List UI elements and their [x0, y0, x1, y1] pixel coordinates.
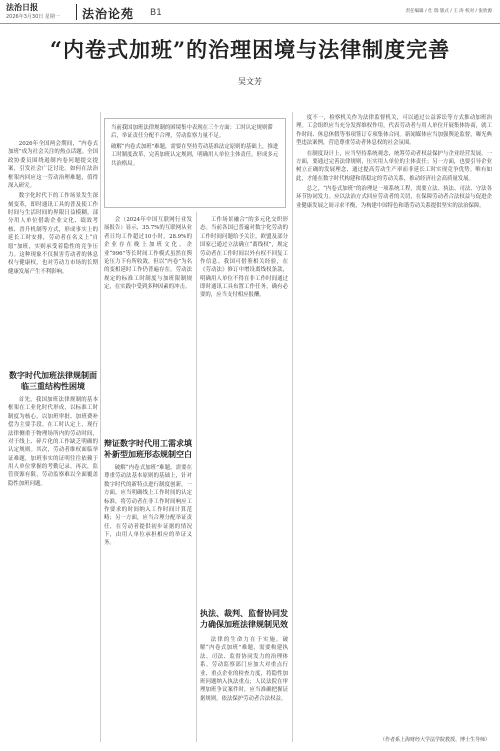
column-3-lower: [200, 636, 288, 705]
body-paragraph: 会（2024年中国互联网行业发展报告）显示，35.7%的互联网从业者日均工作超过10小时，28.9%的企业存在晚上加班文化。企业“996”等长时间工作模式虽然在舆论压力下有所收敛，但以“内卷”为名的变相延时工作仍普遍存在。劳动法规定的标准工时制度与加班限制规定，在实践中受到多种因素的冲击。: [104, 217, 192, 290]
section-title: 法治论苑: [82, 7, 135, 21]
author-bio: （作者系上海财经大学法学院教授、博士生导师）: [379, 737, 490, 743]
summary-box: [104, 118, 286, 208]
body-paragraph: 首先，我国加班法律规制的基本框架在工业化时代形成，以标准工时制度为核心，以加班审批、加班费补偿为主要手段。在工时认定上，现行法律侧重于物理场所内的劳动时间，对于线上、碎片化的工作缺乏明确的认定规则。其次，劳动者维权面临举证难题，加班事实的证明往往依赖于用人单位掌握的考勤记录。再次，监管资源有限，劳动监察难以全面覆盖隐性加班问题。: [8, 397, 98, 487]
section-heading-2: 辩证数字时代用工需求填补新型加班形态规制空白: [104, 438, 192, 459]
section-heading-1: 数字时代加班法律规制面临三重结构性困境: [9, 370, 97, 391]
summary-line: 当前我国加班法律规制的困境集中表现在三个方面：工时认定规则滞后，举证责任分配不合理，劳动监察力量不足。: [111, 125, 273, 140]
body-paragraph: 度不一，检察机关作为法律监督机关，可以通过公益诉讼等方式推动加班治理。工会组织应当充分发挥维权作用，代表劳动者与用人单位开展集体协商，就工作时间、休息休假等事项签订专项集体合同。新闻媒体应当加强舆论监督，曝光典型违法案例，营造尊重劳动者休息权的社会氛围。: [296, 115, 492, 147]
body-paragraph: 法律的生命力在于实施。破解“内卷式加班”难题，需要构建执法、司法、监督协同发力的治理体系。劳动监察部门应加大对重点行业、重点企业的检查力度，将隐性加班问题纳入执法重点；人民法院在审理加班争议案件时，应当准确把握证据规则，依法保护劳动者合法权益。: [200, 637, 288, 702]
editor-credits: 责任编辑 / 仕 瑞 版式 / 王 涛 校对 / 张欣源: [405, 9, 492, 14]
masthead-rule: [0, 0, 500, 24]
column-divider: [196, 212, 197, 742]
column-2: [104, 216, 192, 293]
newspaper-logo: 法治日报: [6, 2, 38, 12]
summary-line: 破解“内卷式加班”难题，需要在坚持劳动基准法定原则的基础上，推进工时制度改革，完善加班认定规则，明确用人单位主体责任，形成多元共治格局。: [111, 143, 279, 167]
lead-paragraph: 2026年全国两会期间，“内卷式加班”成为社会关注的热点话题。全国政协委员围绕遏制内卷问题提交提案，引发社会广泛讨论。如何在法治框架内回应这一劳动治理难题，值得深入研究。: [8, 141, 98, 189]
column-4: [296, 114, 492, 212]
column-divider: [292, 112, 293, 742]
body-paragraph: 破解“内卷式加班”难题，需要在尊重劳动法基本原则的基础上，针对数字时代的新特点进行制度创新。一方面，应当明确线上工作时间的认定标准，将劳动者在非工作时间响应工作要求的时间纳入工作时间计算范畴；另一方面，应当合理分配举证责任，在劳动者提供初步证据的情况下，由用人单位承担相应的举证义务。: [104, 465, 192, 547]
column-1: [8, 140, 98, 278]
body-paragraph: 总之，“内卷式加班”的治理是一项系统工程，需要立法、执法、司法、守法各环节协同发力。应以法治方式回应劳动者的关切，在保障劳动者合法权益与促进企业健康发展之间寻求平衡，为构建中国特色和谐劳动关系提供坚实的法治保障。: [296, 186, 492, 209]
column-3: [200, 216, 288, 302]
column-1-lower: [8, 396, 98, 490]
section-heading-3: 执法、裁判、监督协同发力确保加班法律规制见效: [200, 608, 288, 629]
column-2-lower: [104, 464, 192, 550]
article-headline: “内卷式加班”的治理困境与法律制度完善: [49, 37, 451, 62]
issue-date: 2026年3月30日 星期一: [6, 14, 60, 20]
body-paragraph: 数字化时代下的工作场景发生深刻变革，即时通讯工具的普及使工作时间与生活时间的界限日益模糊。部分用人单位借助企业文化、绩效考核、晋升机制等方式，形成事实上的延长工时安排，劳动者在名义上“自愿”加班，实则承受着隐性的竞争压力。这种现象不仅损害劳动者的休息权与健康权，也对劳动力市场的长期健康发展产生不利影响。: [8, 193, 98, 275]
column-divider: [100, 112, 101, 742]
body-paragraph: 在制度设计上，应当坚持系统观念，统筹劳动者权益保护与企业经营发展。一方面，要通过完善法律规则，压实用人单位的主体责任；另一方面，也要引导企业树立正确的发展理念，通过提高劳动生产率而非延长工时实现竞争优势。唯有如此，才能在数字时代构建和谐稳定的劳动关系，推动经济社会高质量发展。: [296, 150, 492, 182]
body-paragraph: 工作场景融合”的多元化交织形态。当前各国已普遍对数字化劳动的工作时间问题给予关注，欧盟及部分国家已通过立法确立“离线权”，规定劳动者在工作时间以外有权不回复工作信息。我国可借鉴相关经验，在《劳动法》修订中增设离线权条款，明确用人单位不得在非工作时间通过即时通讯工具布置工作任务，确有必要的，应当支付相应报酬。: [200, 217, 288, 299]
page-code: B1: [150, 8, 162, 18]
article-author: 吴文芳: [238, 77, 262, 86]
